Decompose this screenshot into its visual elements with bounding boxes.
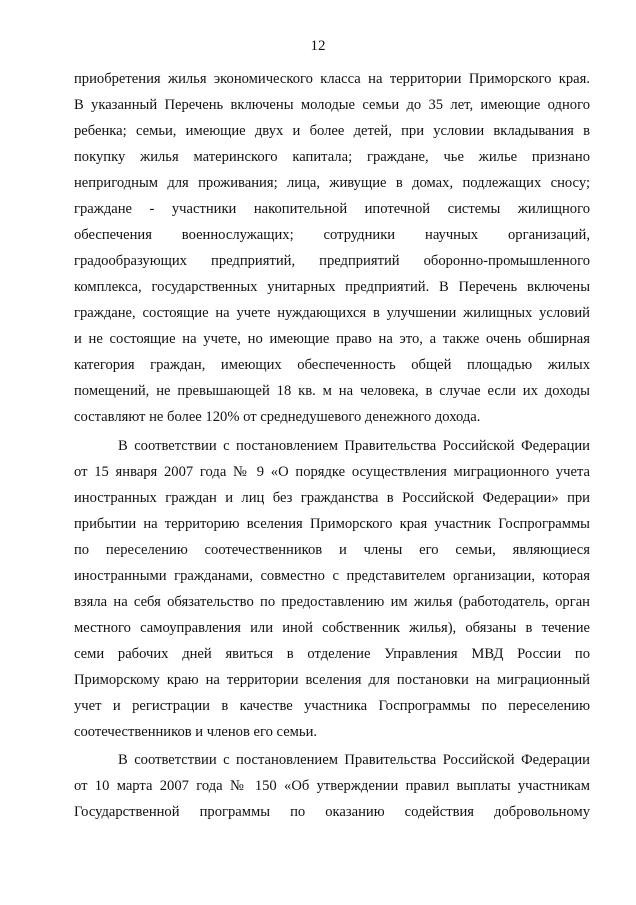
paragraph-line: соотечественников и членов его семьи. bbox=[74, 724, 318, 740]
paragraph-line: градообразующих предприятий, предприятий оборонно-промышленного bbox=[74, 253, 590, 269]
paragraph-line: и не состоящие на учете, но имеющие право на это, а также очень обширная bbox=[74, 331, 590, 347]
paragraph-line: непригодным для проживания; лица, живущие в домах, подлежащих сносу; bbox=[74, 175, 590, 191]
paragraph-line: Государственной программы по оказанию содействия добровольному bbox=[74, 804, 590, 820]
paragraph-1 bbox=[74, 66, 590, 430]
paragraph-line: учет и регистрации в качестве участника Госпрограммы по переселению bbox=[74, 698, 590, 714]
paragraph-line: обеспечения военнослужащих; сотрудники научных организаций, bbox=[74, 227, 590, 243]
paragraph-line: приобретения жилья экономического класса на территории Приморского края. bbox=[74, 71, 590, 87]
paragraph-line: по переселению соотечественников и члены его семьи, являющиеся bbox=[74, 542, 590, 558]
paragraph-line: В соответствии с постановлением Правительства Российской Федерации bbox=[118, 752, 590, 768]
paragraph-line: взяла на себя обязательство по предоставлению им жилья (работодатель, орган bbox=[74, 594, 590, 610]
paragraph-line: комплекса, государственных унитарных предприятий. В Перечень включены bbox=[74, 279, 590, 295]
paragraph-line: иностранными гражданами, совместно с представителем организации, которая bbox=[74, 568, 590, 584]
paragraph-line: от 15 января 2007 года № 9 «О порядке осуществления миграционного учета bbox=[74, 464, 590, 480]
paragraph-2 bbox=[74, 433, 590, 745]
paragraph-line: иностранных граждан и лиц без гражданства в Российской Федерации» при bbox=[74, 490, 590, 506]
paragraph-line: Приморскому краю на территории вселения для постановки на миграционный bbox=[74, 672, 590, 688]
paragraph-line: помещений, не превышающей 18 кв. м на человека, в случае если их доходы bbox=[74, 383, 590, 399]
paragraph-line: категория граждан, имеющих обеспеченность общей площадью жилых bbox=[74, 357, 590, 373]
paragraph-3 bbox=[74, 747, 590, 825]
page-number: 12 bbox=[310, 38, 326, 54]
paragraph-line: покупку жилья материнского капитала; граждане, чье жилье признано bbox=[74, 149, 590, 165]
paragraph-line: прибытии на территорию вселения Приморского края участник Госпрограммы bbox=[74, 516, 590, 532]
paragraph-line: граждане, состоящие на учете нуждающихся в улучшении жилищных условий bbox=[74, 305, 590, 321]
paragraph-line: ребенка; семьи, имеющие двух и более детей, при условии вкладывания в bbox=[74, 123, 590, 139]
paragraph-line: составляют не более 120% от среднедушевого денежного дохода. bbox=[74, 409, 481, 425]
paragraph-line: от 10 марта 2007 года № 150 «Об утверждении правил выплаты участникам bbox=[74, 778, 590, 794]
paragraph-line: местного самоуправления или иной собственник жилья), обязаны в течение bbox=[74, 620, 590, 636]
paragraph-line: граждане - участники накопительной ипотечной системы жилищного bbox=[74, 201, 590, 217]
paragraph-line: семи рабочих дней явиться в отделение Управления МВД России по bbox=[74, 646, 590, 662]
paragraph-line: В указанный Перечень включены молодые семьи до 35 лет, имеющие одного bbox=[74, 97, 590, 113]
paragraph-line: В соответствии с постановлением Правительства Российской Федерации bbox=[118, 438, 590, 454]
